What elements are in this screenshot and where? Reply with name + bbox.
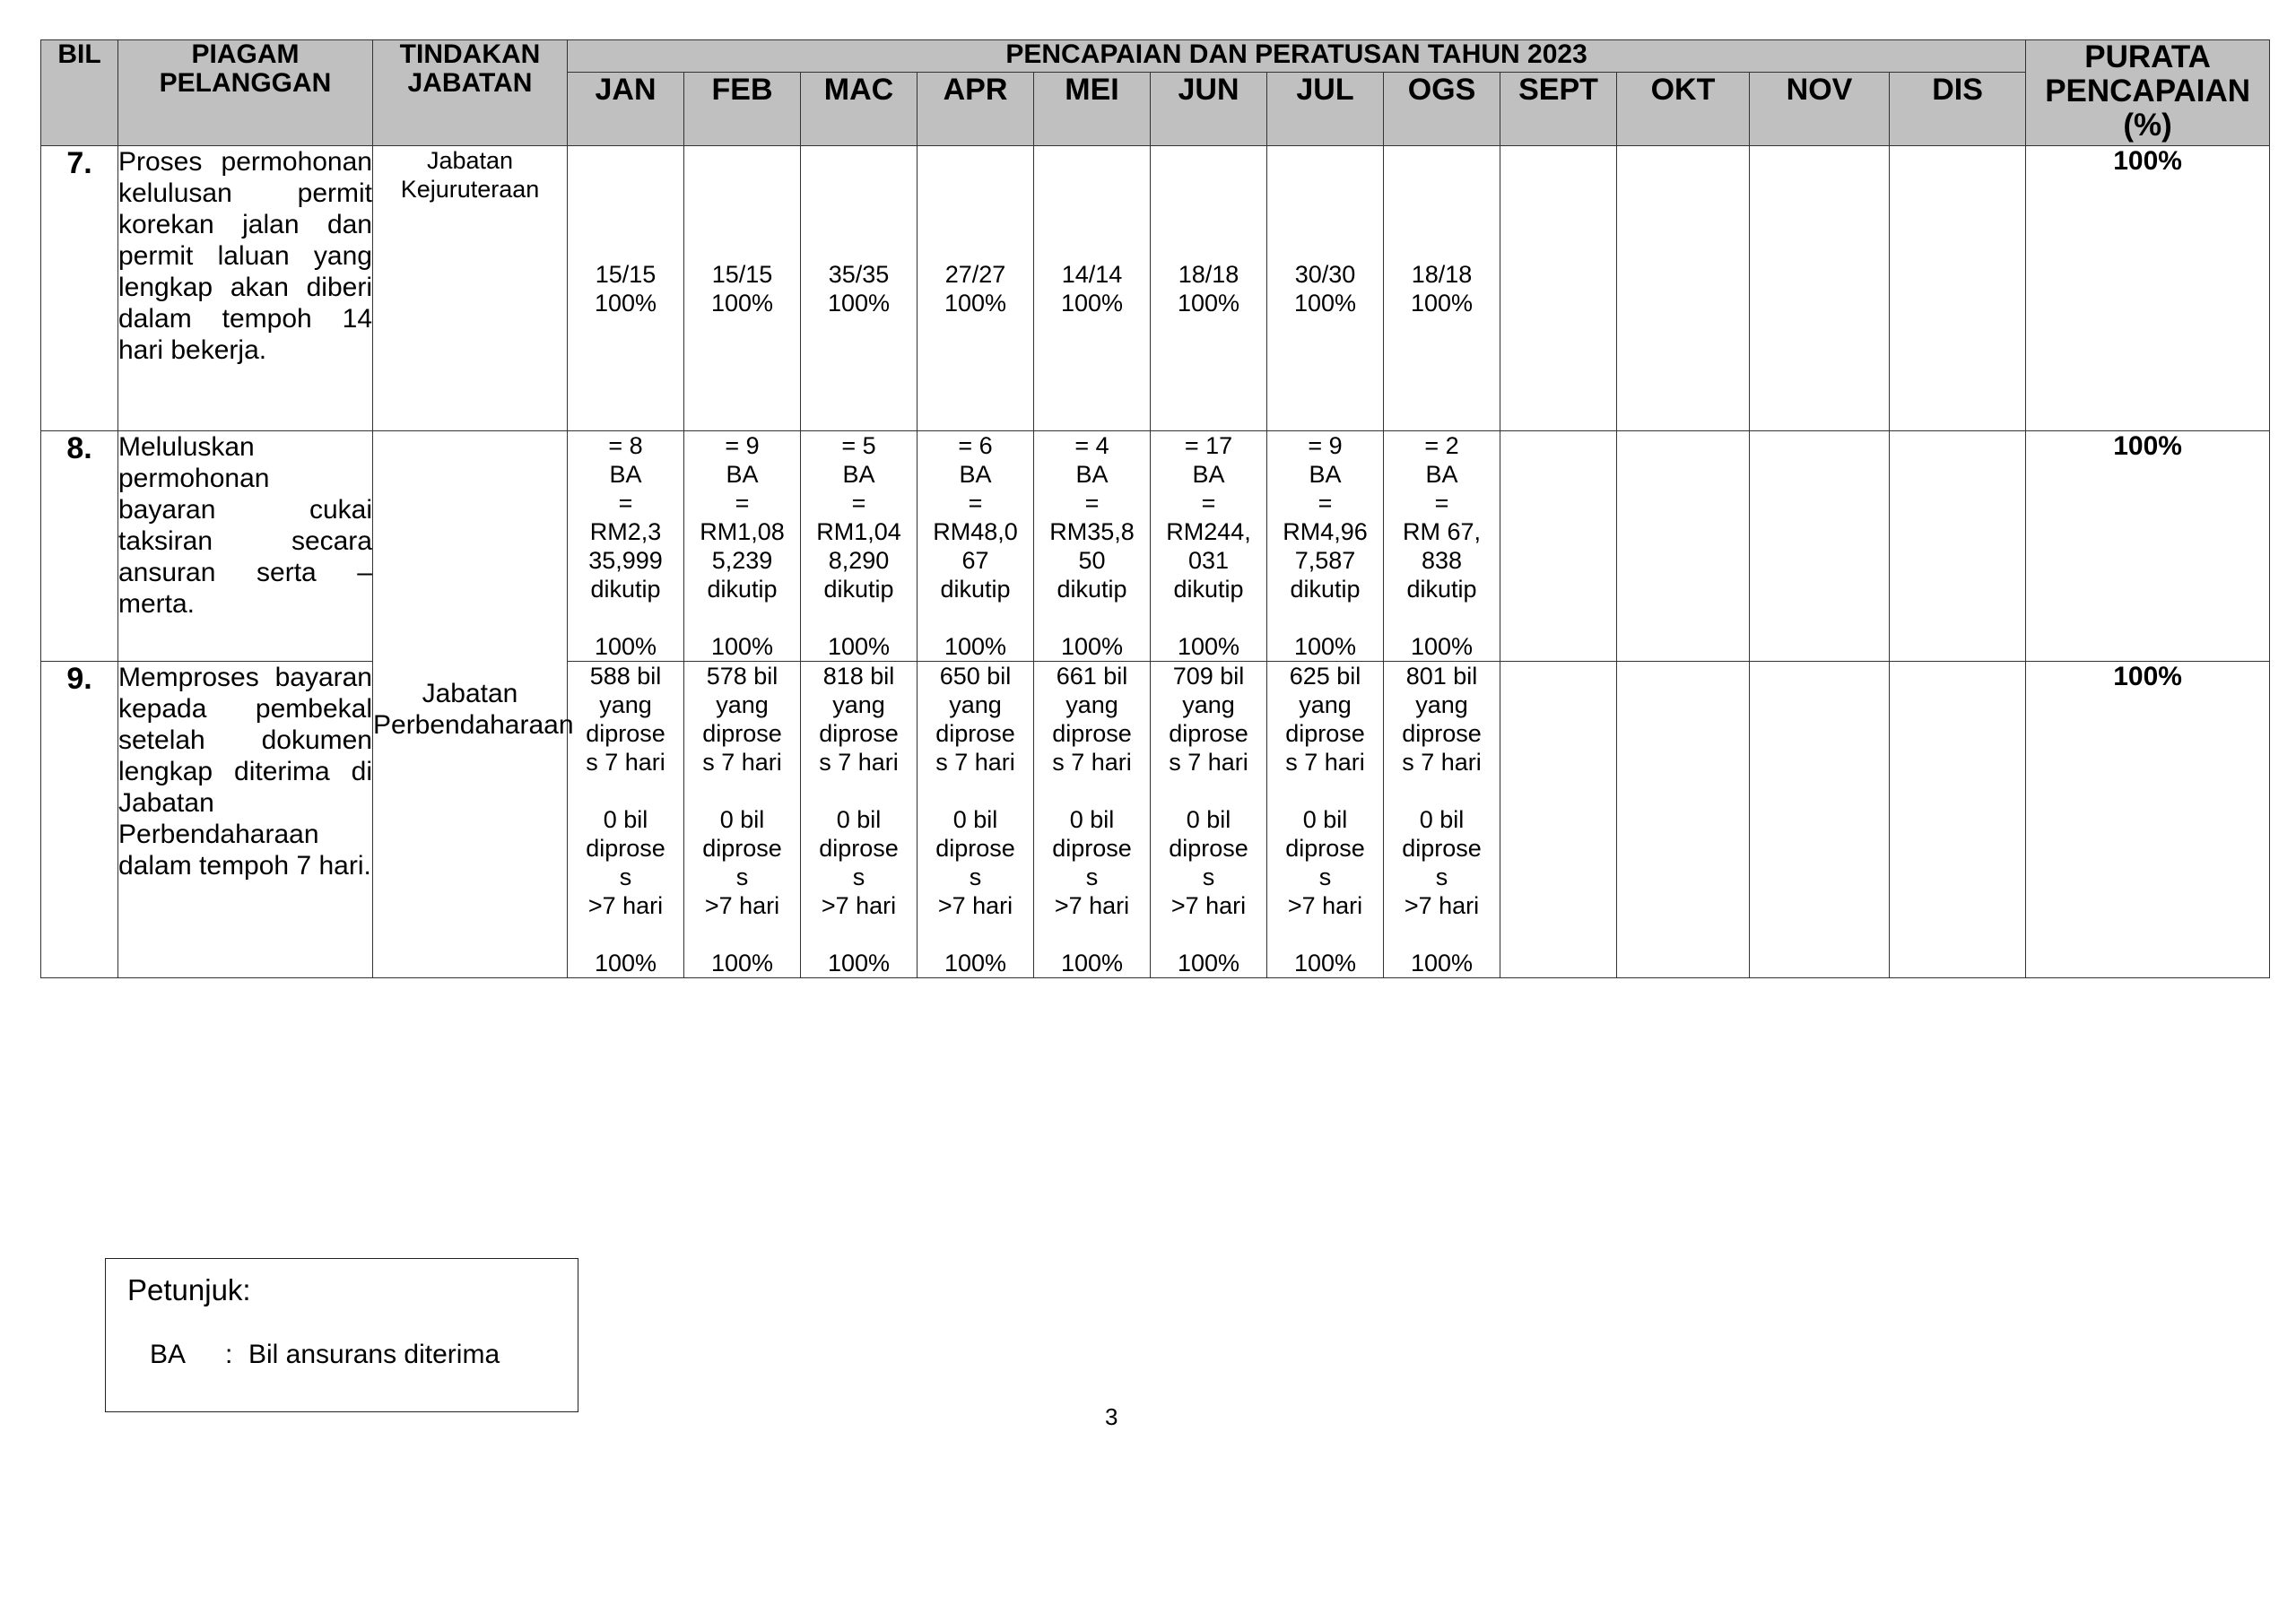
table-row — [41, 431, 2270, 662]
month-cell: 15/15 100% — [684, 146, 801, 431]
charter-text: Meluluskan permohonan bayaran cukai taksiran secara ansuran serta – merta. — [118, 431, 373, 662]
month-cell: 578 bil yang diprose s 7 hari 0 bil diprose s >7 hari 100% — [684, 662, 801, 978]
department: Jabatan Kejuruteraan — [373, 146, 568, 431]
month-cell — [1750, 662, 1890, 978]
header-month: FEB — [684, 73, 801, 146]
legend-colon: : — [225, 1340, 233, 1369]
legend-value: Bil ansurans diterima — [248, 1340, 500, 1369]
header-month: MEI — [1034, 73, 1151, 146]
table-row — [41, 146, 2270, 431]
header-piagam: PIAGAM PELANGGAN — [118, 40, 373, 146]
month-cell: 18/18 100% — [1384, 146, 1500, 431]
month-cell: 27/27 100% — [918, 146, 1034, 431]
header-month: JUN — [1151, 73, 1267, 146]
header-month: APR — [918, 73, 1034, 146]
month-cell — [1750, 146, 1890, 431]
month-cell: 661 bil yang diprose s 7 hari 0 bil diprose s >7 hari 100% — [1034, 662, 1151, 978]
month-cell — [1617, 431, 1750, 662]
month-cell — [1890, 431, 2026, 662]
month-cell: 14/14 100% — [1034, 146, 1151, 431]
month-cell — [1617, 146, 1750, 431]
header-month: JAN — [568, 73, 684, 146]
row-number: 8. — [41, 431, 118, 662]
month-cell — [1617, 662, 1750, 978]
header-month: DIS — [1890, 73, 2026, 146]
month-cell: = 2 BA = RM 67, 838 dikutip 100% — [1384, 431, 1500, 662]
month-cell: 15/15 100% — [568, 146, 684, 431]
page-number: 3 — [1105, 1403, 1118, 1430]
month-cell: = 4 BA = RM35,8 50 dikutip 100% — [1034, 431, 1151, 662]
month-cell: 625 bil yang diprose s 7 hari 0 bil diprose s >7 hari 100% — [1267, 662, 1384, 978]
header-month: OKT — [1617, 73, 1750, 146]
header-month: NOV — [1750, 73, 1890, 146]
month-cell — [1890, 662, 2026, 978]
row-number: 7. — [41, 146, 118, 431]
month-cell: 818 bil yang diprose s 7 hari 0 bil diprose s >7 hari 100% — [801, 662, 918, 978]
legend-title: Petunjuk: — [127, 1273, 251, 1306]
average-achievement: 100% — [2026, 431, 2270, 662]
month-cell: 35/35 100% — [801, 146, 918, 431]
header-period: PENCAPAIAN DAN PERATUSAN TAHUN 2023 — [568, 40, 2026, 73]
row-number: 9. — [41, 662, 118, 978]
header-month: SEPT — [1500, 73, 1617, 146]
charter-text: Proses permohonan kelulusan permit korekan jalan dan permit laluan yang lengkap akan diberi dalam tempoh 14 hari bekerja. — [118, 146, 373, 431]
header-purata: PURATA PENCAPAIAN (%) — [2026, 40, 2270, 146]
month-cell: = 17 BA = RM244, 031 dikutip 100% — [1151, 431, 1267, 662]
month-cell: 709 bil yang diprose s 7 hari 0 bil diprose s >7 hari 100% — [1151, 662, 1267, 978]
month-cell: = 9 BA = RM1,08 5,239 dikutip 100% — [684, 431, 801, 662]
header-month: JUL — [1267, 73, 1384, 146]
month-cell: 588 bil yang diprose s 7 hari 0 bil diprose s >7 hari 100% — [568, 662, 684, 978]
month-cell — [1750, 431, 1890, 662]
month-cell: = 8 BA = RM2,3 35,999 dikutip 100% — [568, 431, 684, 662]
month-cell: 18/18 100% — [1151, 146, 1267, 431]
month-cell — [1500, 431, 1617, 662]
charter-text: Memproses bayaran kepada pembekal setelah dokumen lengkap diterima di Jabatan Perbendaharaan dalam tempoh 7 hari. — [118, 662, 373, 978]
month-cell: 650 bil yang diprose s 7 hari 0 bil diprose s >7 hari 100% — [918, 662, 1034, 978]
month-cell: = 5 BA = RM1,04 8,290 dikutip 100% — [801, 431, 918, 662]
header-month: MAC — [801, 73, 918, 146]
customer-charter-table — [40, 39, 2270, 978]
month-cell: = 9 BA = RM4,96 7,587 dikutip 100% — [1267, 431, 1384, 662]
month-cell: 801 bil yang diprose s 7 hari 0 bil diprose s >7 hari 100% — [1384, 662, 1500, 978]
header-tindakan: TINDAKAN JABATAN — [373, 40, 568, 146]
month-cell — [1890, 146, 2026, 431]
average-achievement: 100% — [2026, 146, 2270, 431]
department: Jabatan Perbendaharaan — [373, 431, 568, 978]
month-cell — [1500, 662, 1617, 978]
legend-key: BA — [150, 1340, 187, 1369]
month-cell: = 6 BA = RM48,0 67 dikutip 100% — [918, 431, 1034, 662]
header-month: OGS — [1384, 73, 1500, 146]
month-cell — [1500, 146, 1617, 431]
average-achievement: 100% — [2026, 662, 2270, 978]
legend-box — [105, 1258, 578, 1412]
month-cell: 30/30 100% — [1267, 146, 1384, 431]
header-bil: BIL — [41, 40, 118, 146]
